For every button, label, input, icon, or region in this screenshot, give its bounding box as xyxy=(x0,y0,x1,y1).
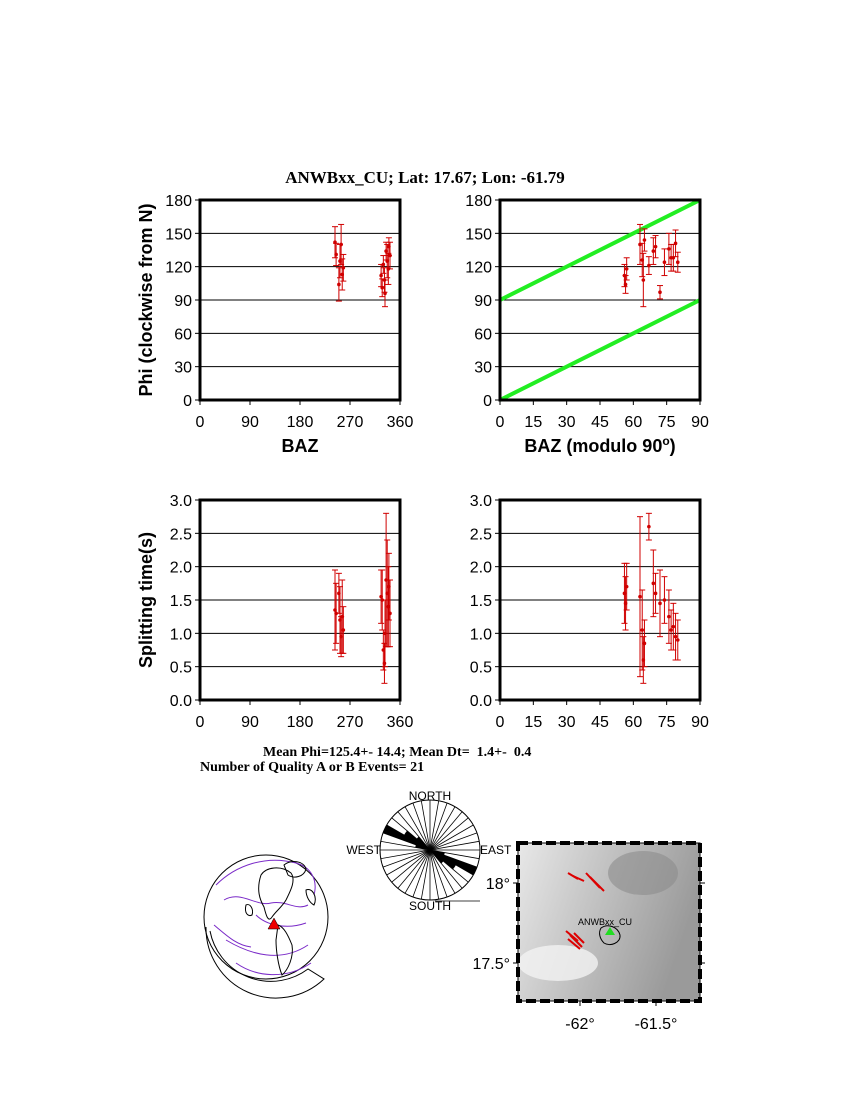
data-point xyxy=(640,258,644,262)
y-tick-label: 60 xyxy=(474,326,492,344)
lon-tick-label: -62° xyxy=(565,1016,595,1033)
x-tick-label: 15 xyxy=(524,714,543,731)
data-point xyxy=(669,628,673,632)
data-point xyxy=(379,595,383,599)
data-point xyxy=(339,243,343,247)
y-tick-label: 180 xyxy=(465,193,492,210)
y-tick-label: 120 xyxy=(165,259,192,277)
data-point xyxy=(342,628,346,632)
x-tick-label: 270 xyxy=(336,714,364,731)
lat-tick-label: 18° xyxy=(485,876,510,893)
plot-frame xyxy=(500,500,700,700)
y-tick-label: 2.5 xyxy=(469,526,492,544)
plot-frame xyxy=(200,200,400,400)
data-point xyxy=(385,592,389,596)
data-point xyxy=(623,592,627,596)
data-point xyxy=(383,632,387,636)
data-point xyxy=(333,608,337,612)
event-count: Number of Quality A or B Events= 21 xyxy=(200,760,425,775)
plot-frame xyxy=(200,500,400,700)
data-point xyxy=(380,286,384,290)
data-point xyxy=(338,618,342,622)
y-tick-label: 0.5 xyxy=(169,659,192,677)
y-tick-label: 90 xyxy=(174,293,192,310)
data-point xyxy=(385,259,389,263)
data-point xyxy=(643,238,647,242)
data-point xyxy=(638,595,642,599)
y-axis-label: Splitting time(s) xyxy=(136,532,156,668)
x-tick-label: 0 xyxy=(195,714,205,731)
x-tick-label: 60 xyxy=(624,714,643,731)
y-tick-label: 1.5 xyxy=(169,593,192,610)
data-point xyxy=(652,249,656,253)
x-tick-label: 90 xyxy=(691,414,709,431)
x-tick-label: 0 xyxy=(495,414,505,431)
data-point xyxy=(380,598,384,602)
station-label: ANWBxx_CU xyxy=(578,917,633,927)
data-point xyxy=(384,578,388,582)
y-tick-label: 180 xyxy=(165,193,192,210)
data-point xyxy=(667,247,671,251)
data-point xyxy=(333,240,337,244)
data-point xyxy=(658,602,662,606)
y-tick-label: 30 xyxy=(474,359,492,377)
x-tick-label: 270 xyxy=(336,414,364,431)
data-point xyxy=(642,278,646,282)
y-tick-label: 150 xyxy=(465,226,492,244)
x-tick-label: 30 xyxy=(557,714,576,731)
data-point xyxy=(338,259,342,263)
data-point xyxy=(652,582,656,586)
data-point xyxy=(384,249,388,253)
data-point xyxy=(674,242,678,246)
globe-map xyxy=(196,845,336,995)
reference-line xyxy=(500,200,700,300)
x-tick-label: 180 xyxy=(286,414,314,431)
data-point xyxy=(382,648,386,652)
local-map xyxy=(450,835,710,1035)
data-point xyxy=(642,658,646,662)
x-tick-label: 0 xyxy=(195,414,205,431)
y-tick-label: 0 xyxy=(183,393,192,410)
data-point xyxy=(383,662,387,666)
y-tick-label: 0.0 xyxy=(169,693,192,710)
data-point xyxy=(383,292,387,296)
x-tick-label: 75 xyxy=(657,714,676,731)
x-tick-label: 0 xyxy=(495,714,505,731)
dark-patch xyxy=(608,851,678,895)
data-point xyxy=(638,243,642,247)
x-tick-label: 30 xyxy=(557,414,576,431)
data-point xyxy=(623,274,627,278)
x-tick-label: 90 xyxy=(241,714,259,731)
chart-phi-vs-baz xyxy=(136,193,413,456)
data-point xyxy=(387,605,391,609)
y-tick-label: 150 xyxy=(165,226,192,244)
data-point xyxy=(643,642,647,646)
y-axis-label: Phi (clockwise from N) xyxy=(136,203,156,397)
y-tick-label: 1.0 xyxy=(469,626,492,644)
y-tick-label: 1.0 xyxy=(169,626,192,644)
data-point xyxy=(672,625,676,629)
plot-frame xyxy=(500,200,700,400)
y-tick-label: 90 xyxy=(474,293,492,310)
data-point xyxy=(334,612,338,616)
data-point xyxy=(676,638,680,642)
data-point xyxy=(625,585,629,589)
data-point xyxy=(383,278,387,282)
rose-label-east: EAST xyxy=(480,843,512,857)
data-point xyxy=(676,260,680,264)
chart-dt-vs-baz xyxy=(136,493,413,731)
x-axis-label: BAZ xyxy=(281,436,319,456)
x-tick-label: 90 xyxy=(691,714,709,731)
data-point xyxy=(654,245,658,249)
x-tick-label: 45 xyxy=(591,414,609,431)
y-tick-label: 0.0 xyxy=(469,693,492,710)
rose-label-north: NORTH xyxy=(408,789,452,803)
light-patch xyxy=(518,945,598,981)
data-point xyxy=(387,585,391,589)
rose-label-south: SOUTH xyxy=(409,899,451,913)
data-point xyxy=(663,598,667,602)
data-point xyxy=(624,602,628,606)
x-tick-label: 90 xyxy=(241,414,259,431)
data-point xyxy=(340,273,344,277)
rose-label-west: WEST xyxy=(346,843,381,857)
x-tick-label: 45 xyxy=(591,714,609,731)
data-point xyxy=(334,253,338,257)
data-point xyxy=(654,592,658,596)
y-tick-label: 60 xyxy=(174,326,192,344)
x-tick-label: 180 xyxy=(286,714,314,731)
data-point xyxy=(658,290,662,294)
x-axis-label: BAZ (modulo 90$^o$) xyxy=(524,434,676,456)
y-tick-label: 2.0 xyxy=(469,559,492,577)
data-point xyxy=(388,612,392,616)
page-title: ANWBxx_CU; Lat: 17.67; Lon: -61.79 xyxy=(285,168,565,187)
y-tick-label: 0 xyxy=(483,393,492,410)
data-point xyxy=(674,635,678,639)
data-point xyxy=(672,256,676,260)
y-tick-label: 3.0 xyxy=(169,493,192,510)
y-tick-label: 0.5 xyxy=(469,659,492,677)
x-tick-label: 360 xyxy=(386,714,414,731)
data-point xyxy=(647,264,651,268)
data-point xyxy=(387,245,391,249)
data-point xyxy=(382,263,386,267)
globe-outline xyxy=(204,855,328,979)
y-tick-label: 120 xyxy=(465,259,492,277)
data-point xyxy=(388,254,392,258)
y-tick-label: 2.0 xyxy=(169,559,192,577)
data-point xyxy=(640,628,644,632)
y-tick-label: 1.5 xyxy=(469,593,492,610)
x-tick-label: 360 xyxy=(386,414,414,431)
y-tick-label: 2.5 xyxy=(169,526,192,544)
data-point xyxy=(340,615,344,619)
data-point xyxy=(624,283,628,287)
chart-phi-vs-baz-mod90 xyxy=(465,193,709,456)
data-point xyxy=(337,592,341,596)
x-tick-label: 60 xyxy=(624,414,643,431)
data-point xyxy=(669,256,673,260)
data-point xyxy=(625,267,629,271)
data-point xyxy=(647,525,651,529)
data-point xyxy=(342,266,346,270)
data-point xyxy=(663,260,667,264)
x-tick-label: 15 xyxy=(524,414,543,431)
y-tick-label: 3.0 xyxy=(469,493,492,510)
x-tick-label: 75 xyxy=(657,414,676,431)
data-point xyxy=(339,635,343,639)
data-point xyxy=(667,615,671,619)
chart-dt-vs-baz-mod90 xyxy=(470,493,709,731)
data-point xyxy=(379,274,383,278)
data-point xyxy=(337,283,341,287)
lon-tick-label: -61.5° xyxy=(634,1016,678,1033)
reference-line xyxy=(500,300,700,400)
mean-stats: Mean Phi=125.4+- 14.4; Mean Dt= 1.4+- 0.4 xyxy=(263,745,532,760)
data-point xyxy=(387,267,391,271)
y-tick-label: 30 xyxy=(174,359,192,377)
lat-tick-label: 17.5° xyxy=(472,956,510,973)
